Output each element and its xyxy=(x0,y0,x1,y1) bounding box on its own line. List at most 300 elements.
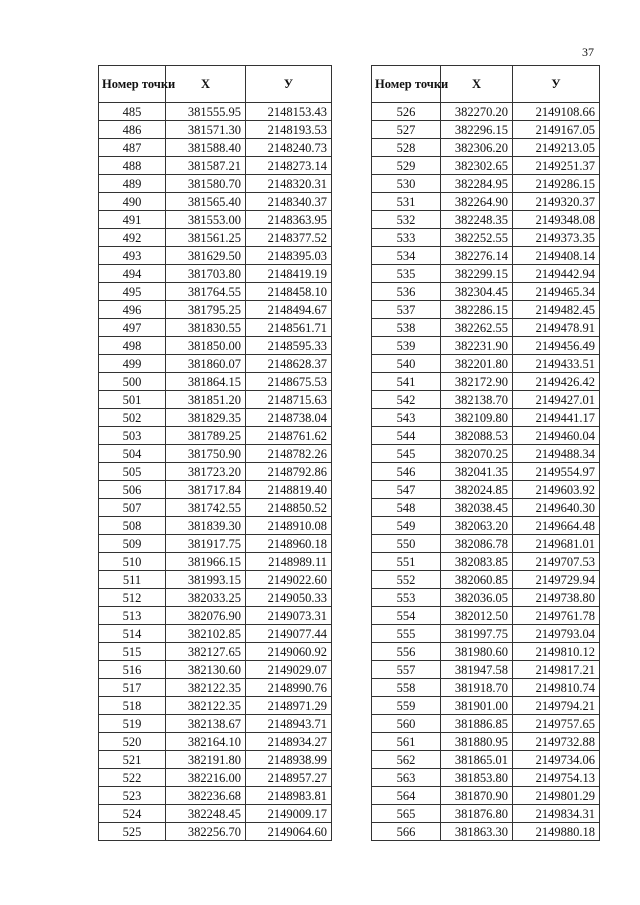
y-coordinate-cell: 2148850.52 xyxy=(246,499,332,517)
table-row xyxy=(99,769,332,787)
table-row xyxy=(99,103,332,121)
y-coordinate-cell: 2148153.43 xyxy=(246,103,332,121)
x-coordinate-cell: 381717.84 xyxy=(166,481,246,499)
y-coordinate-cell: 2148363.95 xyxy=(246,211,332,229)
point-number-cell: 494 xyxy=(99,265,166,283)
header-y: У xyxy=(513,66,600,103)
table-row xyxy=(372,535,600,553)
page-number: 37 xyxy=(582,45,594,59)
y-coordinate-cell: 2148971.29 xyxy=(246,697,332,715)
table-header-row xyxy=(372,66,600,103)
table-row xyxy=(372,157,600,175)
x-coordinate-cell: 381764.55 xyxy=(166,283,246,301)
table-row xyxy=(372,553,600,571)
x-coordinate-cell: 381839.30 xyxy=(166,517,246,535)
x-coordinate-cell: 382164.10 xyxy=(166,733,246,751)
point-number-cell: 543 xyxy=(372,409,441,427)
point-number-cell: 532 xyxy=(372,211,441,229)
table-row xyxy=(99,283,332,301)
point-number-cell: 512 xyxy=(99,589,166,607)
y-coordinate-cell: 2149460.04 xyxy=(513,427,600,445)
y-coordinate-cell: 2148943.71 xyxy=(246,715,332,733)
y-coordinate-cell: 2149108.66 xyxy=(513,103,600,121)
table-row xyxy=(372,733,600,751)
table-row xyxy=(99,193,332,211)
y-coordinate-cell: 2148738.04 xyxy=(246,409,332,427)
y-coordinate-cell: 2149050.33 xyxy=(246,589,332,607)
y-coordinate-cell: 2148419.19 xyxy=(246,265,332,283)
point-number-cell: 516 xyxy=(99,661,166,679)
x-coordinate-cell: 382236.68 xyxy=(166,787,246,805)
point-number-cell: 531 xyxy=(372,193,441,211)
x-coordinate-cell: 381795.25 xyxy=(166,301,246,319)
table-row xyxy=(99,607,332,625)
y-coordinate-cell: 2149554.97 xyxy=(513,463,600,481)
y-coordinate-cell: 2148989.11 xyxy=(246,553,332,571)
point-number-cell: 562 xyxy=(372,751,441,769)
table-row xyxy=(372,571,600,589)
point-number-cell: 515 xyxy=(99,643,166,661)
x-coordinate-cell: 381860.07 xyxy=(166,355,246,373)
x-coordinate-cell: 381830.55 xyxy=(166,319,246,337)
table-row xyxy=(372,247,600,265)
y-coordinate-cell: 2148628.37 xyxy=(246,355,332,373)
point-number-cell: 522 xyxy=(99,769,166,787)
x-coordinate-cell: 381880.95 xyxy=(441,733,513,751)
table-header-row xyxy=(99,66,332,103)
x-coordinate-cell: 382122.35 xyxy=(166,697,246,715)
x-coordinate-cell: 381850.00 xyxy=(166,337,246,355)
y-coordinate-cell: 2148193.53 xyxy=(246,121,332,139)
table-row xyxy=(99,247,332,265)
x-coordinate-cell: 382109.80 xyxy=(441,409,513,427)
x-coordinate-cell: 381980.60 xyxy=(441,643,513,661)
point-number-cell: 507 xyxy=(99,499,166,517)
table-row xyxy=(99,337,332,355)
table-row xyxy=(372,265,600,283)
x-coordinate-cell: 381993.15 xyxy=(166,571,246,589)
y-coordinate-cell: 2149664.48 xyxy=(513,517,600,535)
x-coordinate-cell: 382256.70 xyxy=(166,823,246,841)
x-coordinate-cell: 381555.95 xyxy=(166,103,246,121)
point-number-cell: 542 xyxy=(372,391,441,409)
x-coordinate-cell: 382060.85 xyxy=(441,571,513,589)
y-coordinate-cell: 2148340.37 xyxy=(246,193,332,211)
y-coordinate-cell: 2149022.60 xyxy=(246,571,332,589)
y-coordinate-cell: 2149834.31 xyxy=(513,805,600,823)
x-coordinate-cell: 381571.30 xyxy=(166,121,246,139)
y-coordinate-cell: 2149009.17 xyxy=(246,805,332,823)
y-coordinate-cell: 2149373.35 xyxy=(513,229,600,247)
x-coordinate-cell: 381829.35 xyxy=(166,409,246,427)
y-coordinate-cell: 2149064.60 xyxy=(246,823,332,841)
x-coordinate-cell: 381565.40 xyxy=(166,193,246,211)
table-row xyxy=(372,139,600,157)
x-coordinate-cell: 382296.15 xyxy=(441,121,513,139)
point-number-cell: 533 xyxy=(372,229,441,247)
x-coordinate-cell: 382276.14 xyxy=(441,247,513,265)
point-number-cell: 491 xyxy=(99,211,166,229)
x-coordinate-cell: 382036.05 xyxy=(441,589,513,607)
table-row xyxy=(99,805,332,823)
y-coordinate-cell: 2148377.52 xyxy=(246,229,332,247)
y-coordinate-cell: 2149810.74 xyxy=(513,679,600,697)
point-number-cell: 536 xyxy=(372,283,441,301)
x-coordinate-cell: 382270.20 xyxy=(441,103,513,121)
point-number-cell: 565 xyxy=(372,805,441,823)
y-coordinate-cell: 2148910.08 xyxy=(246,517,332,535)
point-number-cell: 502 xyxy=(99,409,166,427)
point-number-cell: 500 xyxy=(99,373,166,391)
y-coordinate-cell: 2149640.30 xyxy=(513,499,600,517)
y-coordinate-cell: 2149478.91 xyxy=(513,319,600,337)
y-coordinate-cell: 2148273.14 xyxy=(246,157,332,175)
x-coordinate-cell: 382138.67 xyxy=(166,715,246,733)
table-row xyxy=(372,643,600,661)
table-row xyxy=(99,301,332,319)
x-coordinate-cell: 382201.80 xyxy=(441,355,513,373)
point-number-cell: 556 xyxy=(372,643,441,661)
table-row xyxy=(372,319,600,337)
table-row xyxy=(99,787,332,805)
y-coordinate-cell: 2149213.05 xyxy=(513,139,600,157)
table-row xyxy=(99,463,332,481)
point-number-cell: 561 xyxy=(372,733,441,751)
point-number-cell: 514 xyxy=(99,625,166,643)
table-row xyxy=(372,175,600,193)
x-coordinate-cell: 382248.45 xyxy=(166,805,246,823)
x-coordinate-cell: 381997.75 xyxy=(441,625,513,643)
table-row xyxy=(372,769,600,787)
y-coordinate-cell: 2149729.94 xyxy=(513,571,600,589)
table-row xyxy=(99,481,332,499)
y-coordinate-cell: 2148458.10 xyxy=(246,283,332,301)
table-row xyxy=(99,355,332,373)
x-coordinate-cell: 381917.75 xyxy=(166,535,246,553)
table-row xyxy=(99,409,332,427)
point-number-cell: 551 xyxy=(372,553,441,571)
x-coordinate-cell: 381918.70 xyxy=(441,679,513,697)
y-coordinate-cell: 2149077.44 xyxy=(246,625,332,643)
y-coordinate-cell: 2148240.73 xyxy=(246,139,332,157)
y-coordinate-cell: 2149320.37 xyxy=(513,193,600,211)
table-row xyxy=(372,121,600,139)
x-coordinate-cell: 382138.70 xyxy=(441,391,513,409)
x-coordinate-cell: 381864.15 xyxy=(166,373,246,391)
point-number-cell: 535 xyxy=(372,265,441,283)
point-number-cell: 530 xyxy=(372,175,441,193)
point-number-cell: 555 xyxy=(372,625,441,643)
table-row xyxy=(99,391,332,409)
point-number-cell: 557 xyxy=(372,661,441,679)
table-row xyxy=(372,661,600,679)
y-coordinate-cell: 2148782.26 xyxy=(246,445,332,463)
table-row xyxy=(372,463,600,481)
x-coordinate-cell: 381870.90 xyxy=(441,787,513,805)
point-number-cell: 548 xyxy=(372,499,441,517)
point-number-cell: 503 xyxy=(99,427,166,445)
y-coordinate-cell: 2149441.17 xyxy=(513,409,600,427)
point-number-cell: 497 xyxy=(99,319,166,337)
table-row xyxy=(372,607,600,625)
point-number-cell: 544 xyxy=(372,427,441,445)
table-row xyxy=(99,679,332,697)
table-row xyxy=(372,301,600,319)
table-row xyxy=(99,211,332,229)
y-coordinate-cell: 2148819.40 xyxy=(246,481,332,499)
table-row xyxy=(372,787,600,805)
point-number-cell: 485 xyxy=(99,103,166,121)
x-coordinate-cell: 382063.20 xyxy=(441,517,513,535)
y-coordinate-cell: 2148934.27 xyxy=(246,733,332,751)
x-coordinate-cell: 382024.85 xyxy=(441,481,513,499)
table-row xyxy=(372,391,600,409)
table-row xyxy=(99,121,332,139)
point-number-cell: 518 xyxy=(99,697,166,715)
y-coordinate-cell: 2148983.81 xyxy=(246,787,332,805)
header-point-number: Номер точки xyxy=(372,66,441,103)
point-number-cell: 498 xyxy=(99,337,166,355)
table-row xyxy=(372,193,600,211)
table-row xyxy=(372,715,600,733)
table-row xyxy=(372,445,600,463)
header-x: Х xyxy=(166,66,246,103)
header-x: Х xyxy=(441,66,513,103)
table-row xyxy=(372,337,600,355)
y-coordinate-cell: 2148595.33 xyxy=(246,337,332,355)
y-coordinate-cell: 2149880.18 xyxy=(513,823,600,841)
table-row xyxy=(372,751,600,769)
y-coordinate-cell: 2148715.63 xyxy=(246,391,332,409)
table-row xyxy=(99,589,332,607)
x-coordinate-cell: 382304.45 xyxy=(441,283,513,301)
point-number-cell: 492 xyxy=(99,229,166,247)
point-number-cell: 489 xyxy=(99,175,166,193)
point-number-cell: 566 xyxy=(372,823,441,841)
y-coordinate-cell: 2148792.86 xyxy=(246,463,332,481)
y-coordinate-cell: 2149029.07 xyxy=(246,661,332,679)
point-number-cell: 560 xyxy=(372,715,441,733)
y-coordinate-cell: 2148320.31 xyxy=(246,175,332,193)
point-number-cell: 553 xyxy=(372,589,441,607)
point-number-cell: 539 xyxy=(372,337,441,355)
table-row xyxy=(372,823,600,841)
table-row xyxy=(99,373,332,391)
y-coordinate-cell: 2149810.12 xyxy=(513,643,600,661)
y-coordinate-cell: 2149801.29 xyxy=(513,787,600,805)
point-number-cell: 540 xyxy=(372,355,441,373)
point-number-cell: 537 xyxy=(372,301,441,319)
point-number-cell: 519 xyxy=(99,715,166,733)
y-coordinate-cell: 2149456.49 xyxy=(513,337,600,355)
y-coordinate-cell: 2149707.53 xyxy=(513,553,600,571)
table-row xyxy=(372,283,600,301)
table-row xyxy=(372,481,600,499)
table-row xyxy=(372,211,600,229)
x-coordinate-cell: 381703.80 xyxy=(166,265,246,283)
x-coordinate-cell: 381553.00 xyxy=(166,211,246,229)
table-row xyxy=(372,517,600,535)
table-row xyxy=(99,625,332,643)
table-row xyxy=(372,625,600,643)
table-row xyxy=(99,445,332,463)
y-coordinate-cell: 2149073.31 xyxy=(246,607,332,625)
y-coordinate-cell: 2149757.65 xyxy=(513,715,600,733)
x-coordinate-cell: 381966.15 xyxy=(166,553,246,571)
y-coordinate-cell: 2148761.62 xyxy=(246,427,332,445)
y-coordinate-cell: 2149734.06 xyxy=(513,751,600,769)
point-number-cell: 563 xyxy=(372,769,441,787)
point-number-cell: 508 xyxy=(99,517,166,535)
x-coordinate-cell: 381742.55 xyxy=(166,499,246,517)
point-number-cell: 501 xyxy=(99,391,166,409)
x-coordinate-cell: 382070.25 xyxy=(441,445,513,463)
x-coordinate-cell: 381863.30 xyxy=(441,823,513,841)
x-coordinate-cell: 382262.55 xyxy=(441,319,513,337)
y-coordinate-cell: 2149793.04 xyxy=(513,625,600,643)
x-coordinate-cell: 382299.15 xyxy=(441,265,513,283)
point-number-cell: 509 xyxy=(99,535,166,553)
point-number-cell: 523 xyxy=(99,787,166,805)
x-coordinate-cell: 382083.85 xyxy=(441,553,513,571)
point-number-cell: 487 xyxy=(99,139,166,157)
point-number-cell: 525 xyxy=(99,823,166,841)
coordinates-table-left xyxy=(98,65,332,841)
x-coordinate-cell: 382012.50 xyxy=(441,607,513,625)
point-number-cell: 521 xyxy=(99,751,166,769)
x-coordinate-cell: 382127.65 xyxy=(166,643,246,661)
y-coordinate-cell: 2148938.99 xyxy=(246,751,332,769)
y-coordinate-cell: 2149348.08 xyxy=(513,211,600,229)
x-coordinate-cell: 382102.85 xyxy=(166,625,246,643)
x-coordinate-cell: 381886.85 xyxy=(441,715,513,733)
table-row xyxy=(99,733,332,751)
table-row xyxy=(372,589,600,607)
x-coordinate-cell: 381851.20 xyxy=(166,391,246,409)
y-coordinate-cell: 2149167.05 xyxy=(513,121,600,139)
table-row xyxy=(99,553,332,571)
x-coordinate-cell: 381947.58 xyxy=(441,661,513,679)
table-row xyxy=(99,265,332,283)
y-coordinate-cell: 2149817.21 xyxy=(513,661,600,679)
x-coordinate-cell: 382172.90 xyxy=(441,373,513,391)
x-coordinate-cell: 382038.45 xyxy=(441,499,513,517)
point-number-cell: 510 xyxy=(99,553,166,571)
x-coordinate-cell: 381789.25 xyxy=(166,427,246,445)
point-number-cell: 493 xyxy=(99,247,166,265)
x-coordinate-cell: 381853.80 xyxy=(441,769,513,787)
table-row xyxy=(372,103,600,121)
x-coordinate-cell: 381723.20 xyxy=(166,463,246,481)
table-row xyxy=(99,175,332,193)
table-row xyxy=(99,715,332,733)
y-coordinate-cell: 2148960.18 xyxy=(246,535,332,553)
x-coordinate-cell: 381587.21 xyxy=(166,157,246,175)
x-coordinate-cell: 382252.55 xyxy=(441,229,513,247)
table-row xyxy=(372,355,600,373)
coordinates-table-right xyxy=(371,65,600,841)
point-number-cell: 524 xyxy=(99,805,166,823)
y-coordinate-cell: 2148561.71 xyxy=(246,319,332,337)
point-number-cell: 520 xyxy=(99,733,166,751)
y-coordinate-cell: 2149488.34 xyxy=(513,445,600,463)
point-number-cell: 513 xyxy=(99,607,166,625)
point-number-cell: 564 xyxy=(372,787,441,805)
table-row xyxy=(99,319,332,337)
x-coordinate-cell: 382231.90 xyxy=(441,337,513,355)
x-coordinate-cell: 382191.80 xyxy=(166,751,246,769)
x-coordinate-cell: 381901.00 xyxy=(441,697,513,715)
x-coordinate-cell: 381561.25 xyxy=(166,229,246,247)
point-number-cell: 528 xyxy=(372,139,441,157)
point-number-cell: 529 xyxy=(372,157,441,175)
x-coordinate-cell: 381629.50 xyxy=(166,247,246,265)
x-coordinate-cell: 382286.15 xyxy=(441,301,513,319)
y-coordinate-cell: 2148395.03 xyxy=(246,247,332,265)
x-coordinate-cell: 382086.78 xyxy=(441,535,513,553)
table-row xyxy=(99,139,332,157)
y-coordinate-cell: 2149433.51 xyxy=(513,355,600,373)
table-row xyxy=(372,373,600,391)
table-row xyxy=(99,499,332,517)
point-number-cell: 527 xyxy=(372,121,441,139)
x-coordinate-cell: 381580.70 xyxy=(166,175,246,193)
y-coordinate-cell: 2149681.01 xyxy=(513,535,600,553)
y-coordinate-cell: 2149408.14 xyxy=(513,247,600,265)
point-number-cell: 496 xyxy=(99,301,166,319)
table-row xyxy=(99,571,332,589)
point-number-cell: 545 xyxy=(372,445,441,463)
x-coordinate-cell: 382264.90 xyxy=(441,193,513,211)
table-row xyxy=(99,643,332,661)
point-number-cell: 541 xyxy=(372,373,441,391)
table-row xyxy=(99,229,332,247)
y-coordinate-cell: 2149465.34 xyxy=(513,283,600,301)
point-number-cell: 511 xyxy=(99,571,166,589)
x-coordinate-cell: 382041.35 xyxy=(441,463,513,481)
x-coordinate-cell: 382284.95 xyxy=(441,175,513,193)
x-coordinate-cell: 382216.00 xyxy=(166,769,246,787)
table-row xyxy=(99,427,332,445)
x-coordinate-cell: 381588.40 xyxy=(166,139,246,157)
y-coordinate-cell: 2149060.92 xyxy=(246,643,332,661)
y-coordinate-cell: 2149442.94 xyxy=(513,265,600,283)
table-row xyxy=(99,661,332,679)
table-row xyxy=(372,805,600,823)
table-row xyxy=(372,229,600,247)
y-coordinate-cell: 2149426.42 xyxy=(513,373,600,391)
point-number-cell: 538 xyxy=(372,319,441,337)
x-coordinate-cell: 381865.01 xyxy=(441,751,513,769)
point-number-cell: 549 xyxy=(372,517,441,535)
header-y: У xyxy=(246,66,332,103)
y-coordinate-cell: 2148957.27 xyxy=(246,769,332,787)
point-number-cell: 505 xyxy=(99,463,166,481)
table-row xyxy=(372,427,600,445)
header-point-number: Номер точки xyxy=(99,66,166,103)
table-row xyxy=(99,751,332,769)
y-coordinate-cell: 2149738.80 xyxy=(513,589,600,607)
x-coordinate-cell: 381750.90 xyxy=(166,445,246,463)
point-number-cell: 506 xyxy=(99,481,166,499)
point-number-cell: 490 xyxy=(99,193,166,211)
point-number-cell: 495 xyxy=(99,283,166,301)
x-coordinate-cell: 382306.20 xyxy=(441,139,513,157)
x-coordinate-cell: 382302.65 xyxy=(441,157,513,175)
point-number-cell: 550 xyxy=(372,535,441,553)
table-row xyxy=(372,679,600,697)
x-coordinate-cell: 382088.53 xyxy=(441,427,513,445)
